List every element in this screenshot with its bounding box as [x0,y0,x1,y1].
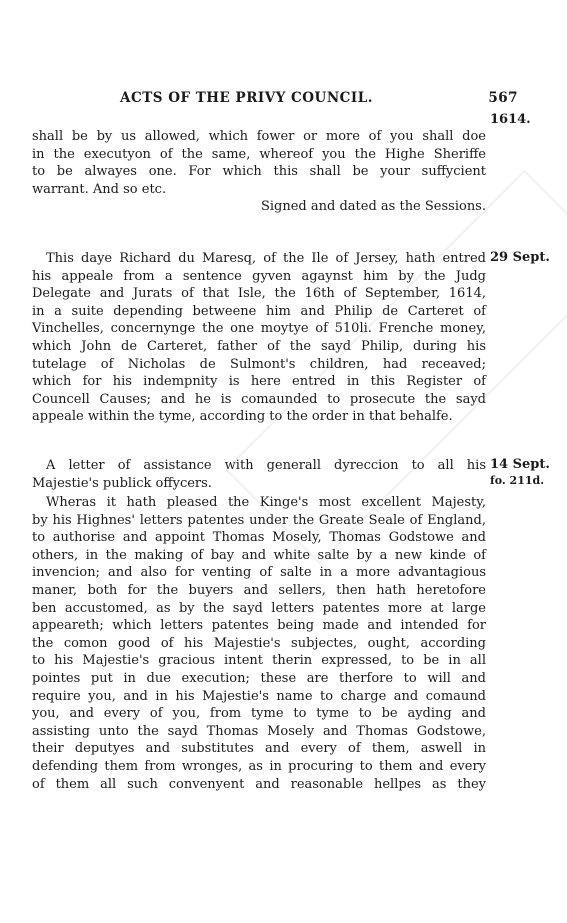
text-line: assisting unto the sayd Thomas Mosely and Thomas Godstowe, [32,723,486,739]
text-line: the comon good of his Majestie's subjectes, ought, according [32,635,486,651]
text-line: his appeale from a sentence gyven agaynst him by the Judg [32,268,486,284]
text-line: shall be by us allowed, which fower or more of you shall doe [32,129,486,144]
text-line: by his Highnes' letters patentes under the Greate Seale of England, [32,512,486,528]
text-line: to authorise and appoint Thomas Mosely, Thomas Godstowe and [32,530,486,546]
paragraph-letter-body [32,494,486,793]
running-title: ACTS OF THE PRIVY COUNCIL. [120,90,373,106]
text-line: Councell Causes; and he is comaunded to prosecute the sayd [32,391,486,407]
text-line: pointes put in due execution; these are therfore to will and [32,670,486,686]
margin-year: 1614. [490,112,531,127]
text-line: defending them from wronges, as in procuring to them and every [32,758,486,774]
margin-date: 14 Sept. [490,457,550,472]
text-line: invencion; and also for venting of salte in a more advantagious [32,565,486,581]
text-line: in a suite depending betweene him and Philip de Carteret of [32,303,486,319]
text-line: to be alwayes one. For which this shall be your suffycient [32,164,486,180]
text-line: Delegate and Jurats of that Isle, the 16th of September, 1614, [32,286,486,302]
text-line: This daye Richard du Maresq, of the Ile of Jersey, hath entred [46,251,486,266]
page-number: 567 [488,90,518,106]
margin-folio: fo. 211d. [490,474,545,487]
text-line: Majestie's publick offycers. [32,475,212,491]
paragraph-letter-heading [32,457,486,492]
text-line: of them all such convenyent and reasonable hellpes as they [32,776,486,792]
text-line: A letter of assistance with generall dyreccion to all his [46,458,486,473]
margin-date-14-sept [490,457,550,487]
paragraph-appeal [32,250,486,426]
text-line: to his Majestie's gracious intent therin expressed, to be in all [32,653,486,669]
text-line: warrant. And so etc. [32,181,167,197]
text-line: appeareth; which letters patentes being made and intended for [32,618,486,634]
text-line: require you, and in his Majestie's name to charge and comaund [32,688,486,704]
text-line: Wheras it hath pleased the Kinge's most excellent Majesty, [46,495,486,510]
text-line: Vinchelles, concernynge the one moytye of 510li. Frenche money, [32,321,486,337]
text-line: which for his indempnity is here entred in this Register of [32,374,486,390]
signature-note: Signed and dated as the Sessions. [260,199,486,215]
margin-date-29-sept: 29 Sept. [490,250,550,265]
text-line: you, and every of you, from tyme to tyme to be ayding and [32,706,486,722]
paragraph-closing-warrant [32,128,486,216]
text-line: others, in the making of bay and white salte by a new kinde of [32,547,486,563]
text-line: ben accustomed, as by the sayd letters patentes more at large [32,600,486,616]
text-line: in the executyon of the same, whereof you the Highe Sheriffe [32,146,486,162]
text-line: tutelage of Nicholas de Sulmont's children, had receaved; [32,356,486,372]
text-line: their deputyes and substitutes and every of them, aswell in [32,741,486,757]
text-line: which John de Carteret, father of the sayd Philip, during his [32,338,486,354]
text-line: maner, both for the buyers and sellers, then hath heretofore [32,582,486,598]
text-line: appeale within the tyme, according to the order in that behalfe. [32,409,453,425]
